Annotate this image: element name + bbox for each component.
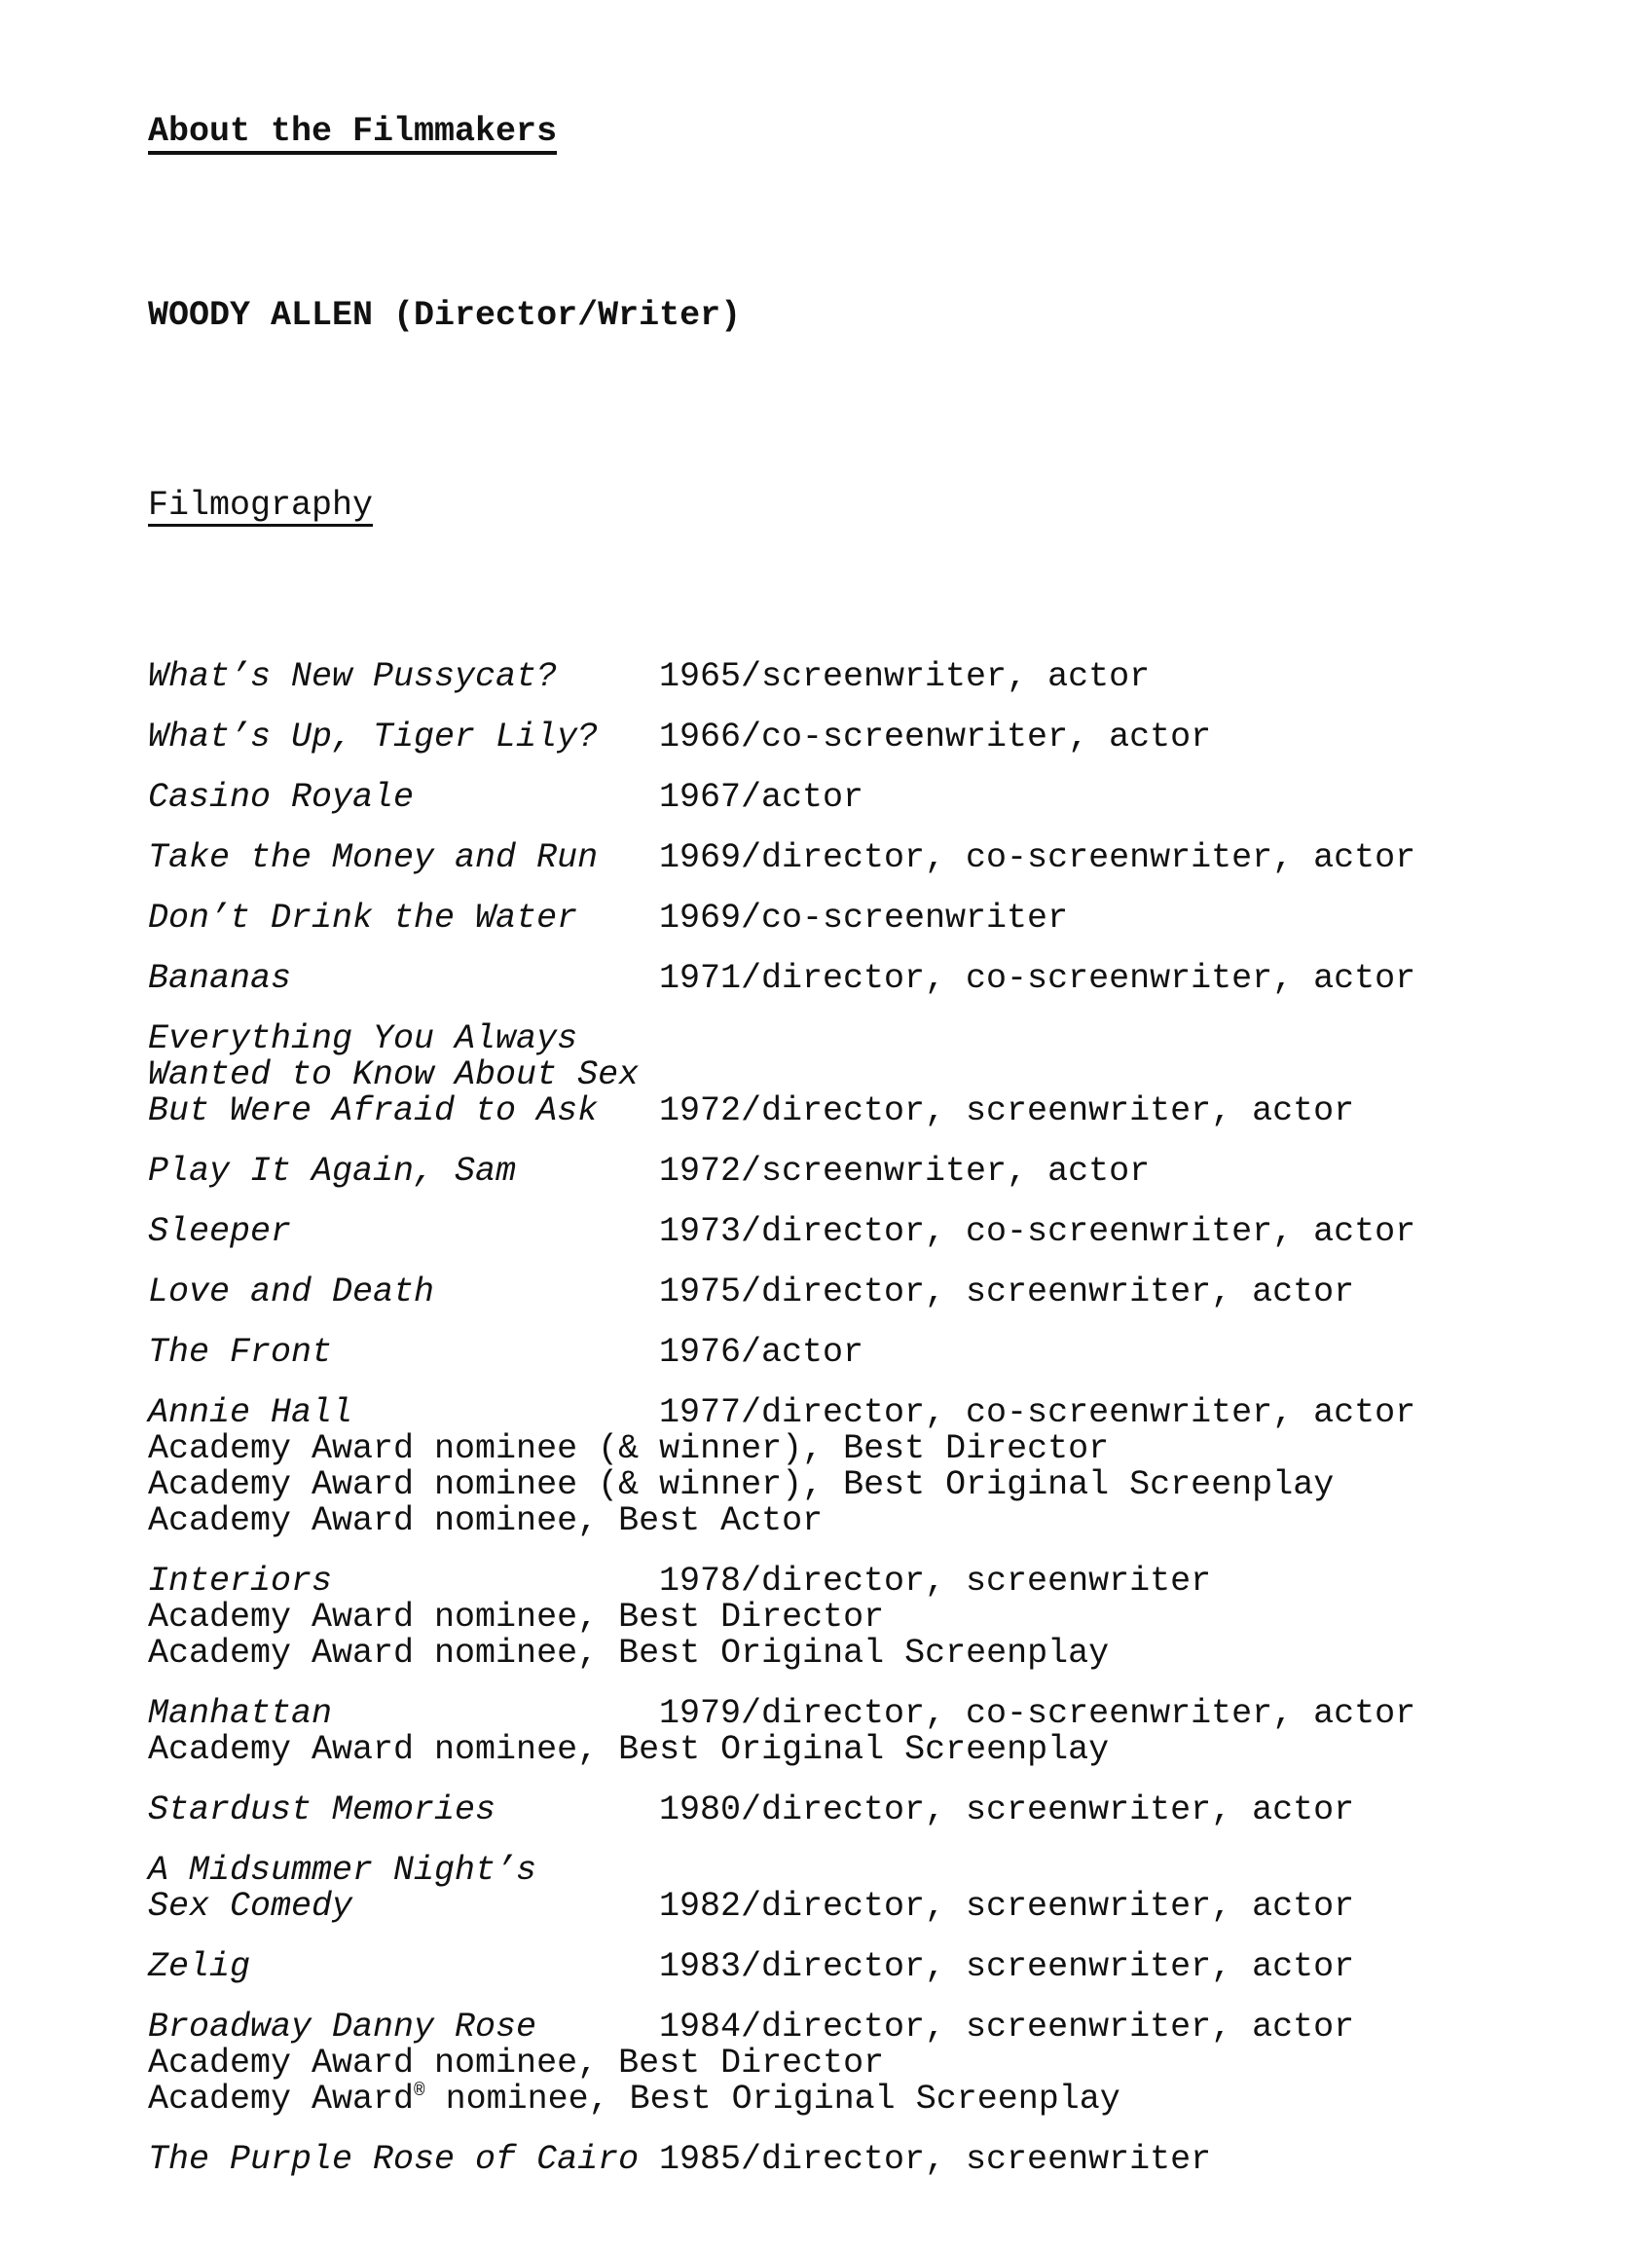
section-heading: [148, 488, 1623, 527]
film-entry: [148, 1214, 1623, 1250]
film-entry: [148, 2010, 1623, 2118]
film-line: [148, 1093, 1623, 1129]
film-title: Take the Money and Run: [148, 838, 599, 877]
film-line: [148, 1214, 1623, 1250]
film-title: What’s Up, Tiger Lily?: [148, 718, 599, 756]
film-line: [148, 961, 1623, 997]
film-title: Annie Hall: [148, 1393, 353, 1432]
film-title: The Purple Rose of Cairo: [148, 2140, 640, 2179]
award-line: Academy Award nominee (& winner), Best Original Screenplay: [148, 1465, 1335, 1504]
film-line: [148, 2010, 1623, 2046]
film-credit: 1985/director, screenwriter: [659, 2140, 1212, 2179]
registered-mark: ®: [414, 2080, 425, 2102]
film-line: [148, 1154, 1623, 1190]
film-entry: [148, 2142, 1623, 2178]
film-entry: [148, 1853, 1623, 1925]
film-line: [148, 1057, 1623, 1093]
film-entry: [148, 659, 1623, 695]
film-line: [148, 719, 1623, 756]
film-entry: [148, 961, 1623, 997]
film-credit: 1972/screenwriter, actor: [659, 1152, 1151, 1191]
page-title: [148, 114, 1623, 155]
film-title: Interiors: [148, 1562, 333, 1601]
section-heading-text: Filmography: [148, 486, 374, 525]
film-line: [148, 2142, 1623, 2178]
award-line: Academy Award nominee (& winner), Best Director: [148, 1429, 1110, 1468]
person-heading: WOODY ALLEN (Director/Writer): [148, 296, 742, 335]
film-line: [148, 840, 1623, 876]
film-title: Manhattan: [148, 1694, 333, 1733]
film-entry: [148, 1335, 1623, 1371]
film-entry: [148, 1564, 1623, 1672]
film-line: [148, 1395, 1623, 1431]
film-title: But Were Afraid to Ask: [148, 1091, 599, 1130]
film-title: Love and Death: [148, 1273, 435, 1311]
film-credit: 1983/director, screenwriter, actor: [659, 1947, 1355, 1986]
film-credit: 1973/director, co-screenwriter, actor: [659, 1212, 1416, 1251]
film-credit: 1984/director, screenwriter, actor: [659, 2008, 1355, 2047]
film-title: Sleeper: [148, 1212, 292, 1251]
film-credit: 1982/director, screenwriter, actor: [659, 1887, 1355, 1926]
award-line: Academy Award nominee, Best Director: [148, 1598, 885, 1637]
film-title: Everything You Always: [148, 1019, 578, 1058]
film-line: [148, 1949, 1623, 1985]
film-entry: [148, 1274, 1623, 1310]
film-title: Stardust Memories: [148, 1790, 496, 1829]
film-line: [148, 1889, 1623, 1925]
film-credit: 1979/director, co-screenwriter, actor: [659, 1694, 1416, 1733]
film-entry: [148, 1395, 1623, 1539]
film-entry: [148, 1696, 1623, 1768]
film-credit: 1965/screenwriter, actor: [659, 657, 1151, 696]
film-entry: [148, 719, 1623, 756]
film-credit: 1978/director, screenwriter: [659, 1562, 1212, 1601]
award-line: Academy Award nominee, Best Original Screenplay: [148, 1634, 1110, 1673]
film-credit: 1976/actor: [659, 1333, 864, 1372]
film-title: Play It Again, Sam: [148, 1152, 517, 1191]
film-title: Don’t Drink the Water: [148, 899, 578, 938]
film-line: [148, 1021, 1623, 1057]
film-line: [148, 1335, 1623, 1371]
page-title-text: About the Filmmakers: [148, 114, 557, 155]
film-entry: [148, 1021, 1623, 1129]
film-title: What’s New Pussycat?: [148, 657, 558, 696]
film-credit: 1967/actor: [659, 778, 864, 817]
film-title: Zelig: [148, 1947, 251, 1986]
film-entry: [148, 901, 1623, 937]
film-line: [148, 659, 1623, 695]
film-line: [148, 780, 1623, 816]
film-credit: 1969/co-screenwriter: [659, 899, 1069, 938]
award-line: Academy Award® nominee, Best Original Screenplay: [148, 2080, 1120, 2119]
film-line: [148, 1792, 1623, 1828]
award-line: Academy Award nominee, Best Original Screenplay: [148, 1730, 1110, 1769]
film-entry: [148, 1154, 1623, 1190]
film-title: Broadway Danny Rose: [148, 2008, 537, 2047]
film-credit: 1966/co-screenwriter, actor: [659, 718, 1212, 756]
film-line: [148, 1696, 1623, 1732]
film-credit: 1972/director, screenwriter, actor: [659, 1091, 1355, 1130]
film-credit: 1971/director, co-screenwriter, actor: [659, 959, 1416, 998]
film-title: Wanted to Know About Sex: [148, 1055, 640, 1094]
film-entry: [148, 840, 1623, 876]
film-credit: 1969/director, co-screenwriter, actor: [659, 838, 1416, 877]
film-entry: [148, 1792, 1623, 1828]
film-title: A Midsummer Night’s: [148, 1851, 537, 1890]
film-line: [148, 1564, 1623, 1600]
film-title: Bananas: [148, 959, 292, 998]
award-line: Academy Award nominee, Best Actor: [148, 1501, 824, 1540]
film-title: Casino Royale: [148, 778, 415, 817]
award-line: Academy Award nominee, Best Director: [148, 2044, 885, 2083]
film-entry: [148, 1949, 1623, 1985]
film-credit: 1977/director, co-screenwriter, actor: [659, 1393, 1416, 1432]
film-line: [148, 1853, 1623, 1889]
film-credit: 1980/director, screenwriter, actor: [659, 1790, 1355, 1829]
film-title: The Front: [148, 1333, 333, 1372]
filmography-list: [148, 659, 1623, 2178]
film-line: [148, 1274, 1623, 1310]
film-credit: 1975/director, screenwriter, actor: [659, 1273, 1355, 1311]
film-title: Sex Comedy: [148, 1887, 353, 1926]
film-entry: [148, 780, 1623, 816]
film-line: [148, 901, 1623, 937]
